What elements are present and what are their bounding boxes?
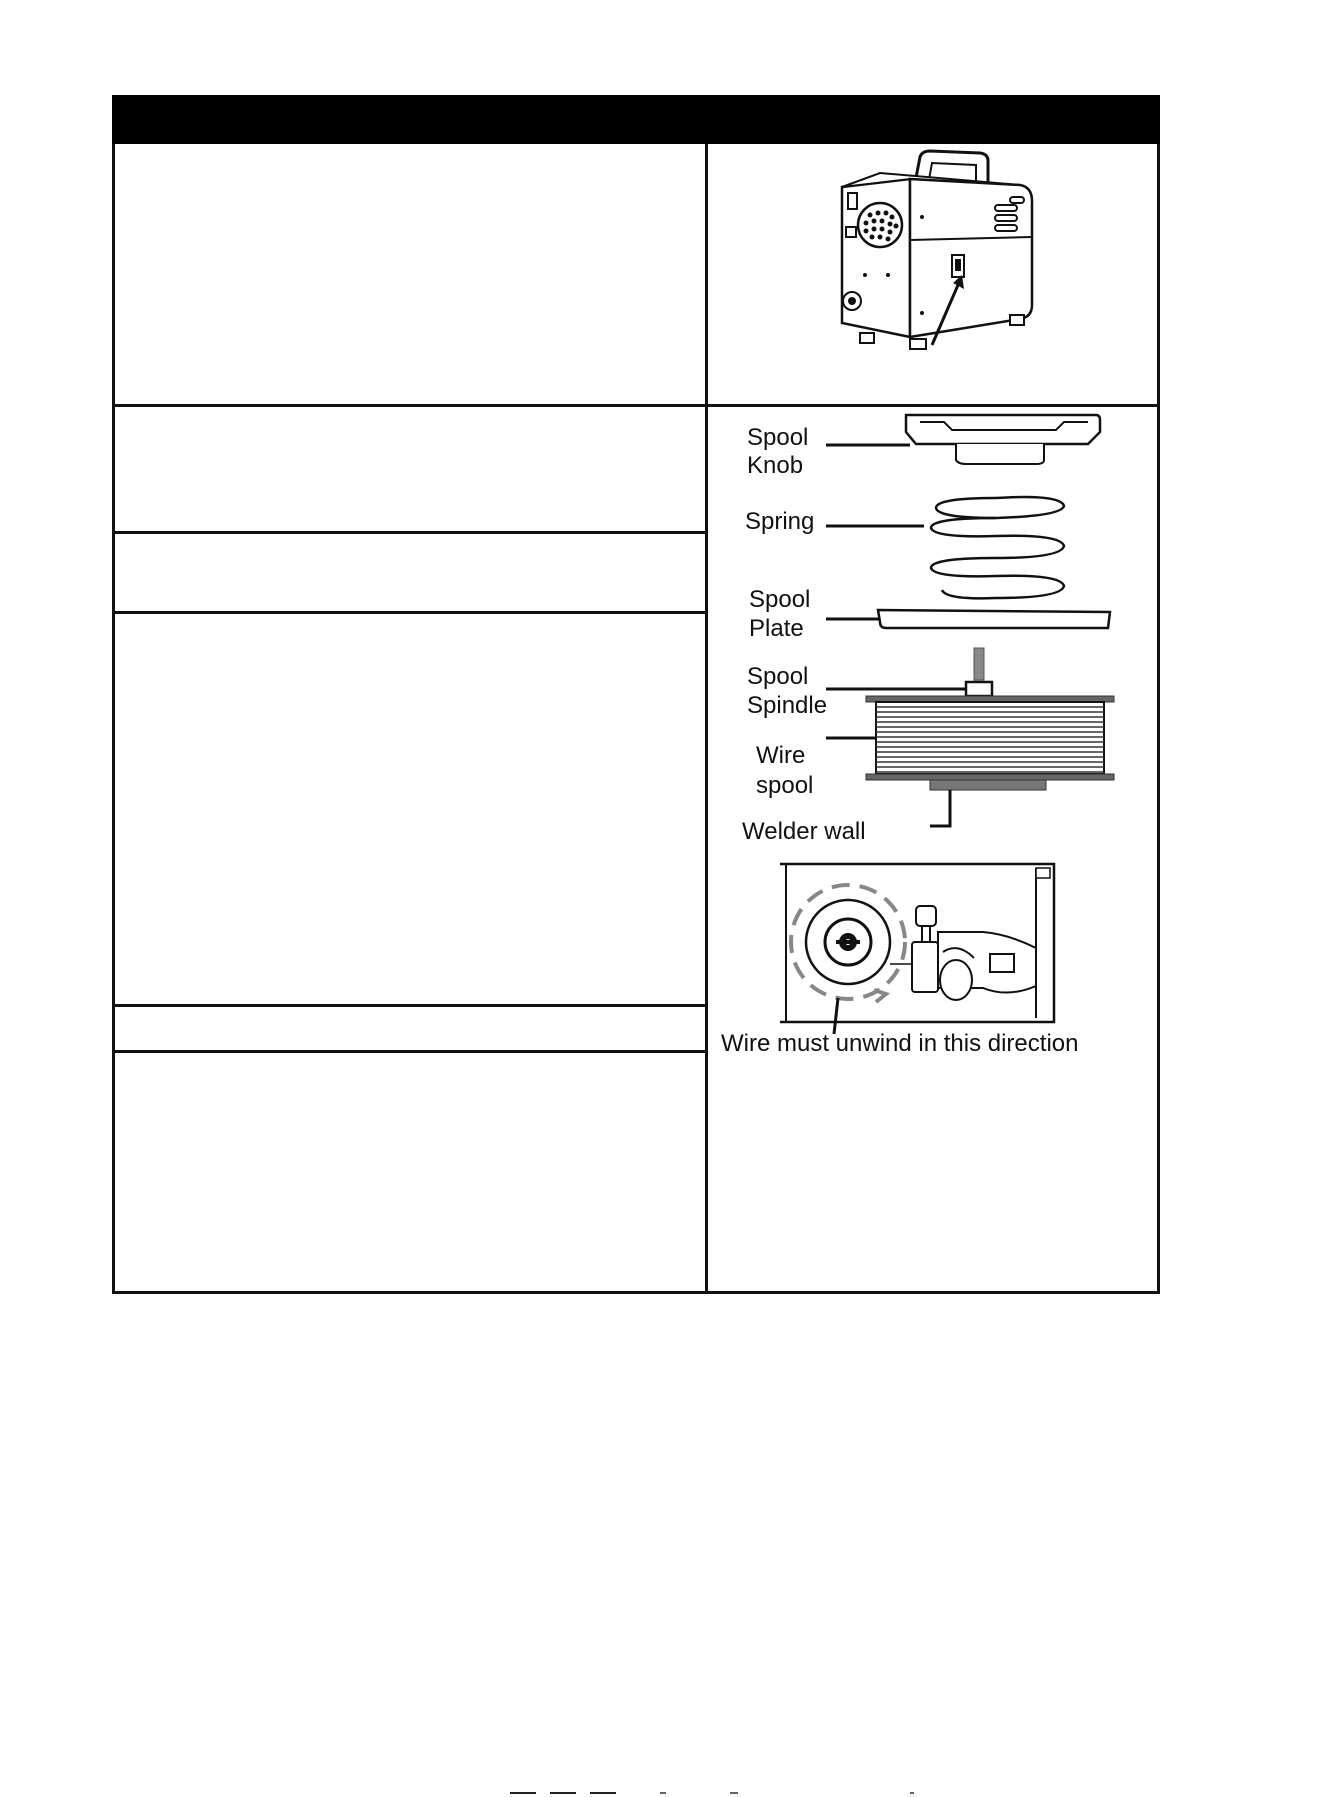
label-wire-spool-line2: spool (756, 772, 814, 799)
left-cell-4 (125, 620, 695, 1000)
left-row-divider-5 (112, 1050, 706, 1053)
left-row-divider-4 (112, 1004, 706, 1007)
label-spool-plate-line1: Spool (749, 586, 811, 613)
label-wire-spool-line1: Wire (756, 742, 806, 769)
spring-icon (931, 497, 1064, 598)
footer-scan-marks (510, 1789, 930, 1797)
left-cell-1 (125, 160, 695, 390)
label-spool-knob-line1: Spool (747, 424, 809, 451)
welder-machine-icon (820, 145, 1050, 360)
label-spool-knob-line2: Knob (747, 452, 804, 479)
spool-spindle-icon (966, 648, 992, 696)
spool-plate-icon (878, 610, 1110, 628)
label-spool-spindle-line2: Spindle (747, 692, 828, 719)
wire-direction-caption: Wire must unwind in this direction (721, 1030, 1079, 1057)
spool-knob-icon (906, 415, 1100, 464)
column-divider (705, 144, 708, 1294)
left-cell-3 (125, 540, 695, 605)
right-row-divider (706, 404, 1160, 407)
label-welder-wall: Welder wall (742, 818, 866, 845)
left-cell-6 (125, 1060, 695, 1285)
left-cell-2 (125, 415, 695, 525)
left-row-divider-2 (112, 531, 706, 534)
table-header-bar (112, 95, 1160, 144)
spool-assembly-diagram (826, 410, 1116, 840)
left-row-divider-1 (112, 404, 706, 407)
label-spool-plate-line2: Plate (749, 615, 804, 642)
wire-spool-icon (866, 696, 1114, 790)
wire-direction-diagram (778, 862, 1058, 1037)
label-spring: Spring (745, 508, 815, 535)
wire-feed-mechanism-icon (912, 906, 1036, 1000)
left-cell-5 (125, 1012, 695, 1047)
label-spool-spindle-line1: Spool (747, 663, 809, 690)
left-row-divider-3 (112, 611, 706, 614)
